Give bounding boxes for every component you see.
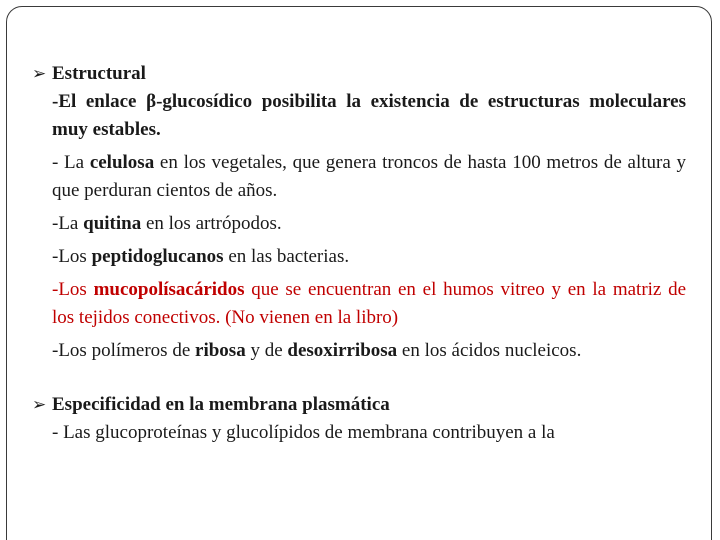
term-celulosa: celulosa xyxy=(89,152,155,173)
text-run: y de xyxy=(245,340,288,361)
text-run: -Los xyxy=(52,246,92,267)
text-run: que se encuentran en el humos vitreo y en la matriz de los tejidos conectivos. (No vienen en la libro) xyxy=(52,279,687,328)
term-ribosa: ribosa xyxy=(195,340,246,361)
text-run: en los ácidos nucleicos. xyxy=(397,340,582,361)
text-run: -Los xyxy=(52,279,94,300)
section-heading-especificidad xyxy=(32,391,686,419)
section-spacer xyxy=(32,365,686,391)
section-heading-estructural xyxy=(32,60,686,88)
text-run: -La xyxy=(52,213,84,234)
paragraph-glucoproteinas xyxy=(52,419,686,447)
text-run: en los artrópodos. xyxy=(141,213,282,234)
slide-content xyxy=(32,60,686,447)
term-quitina: quitina xyxy=(83,213,142,234)
text-run: en las bacterias. xyxy=(223,246,350,267)
section-heading-text: Estructural xyxy=(52,63,146,84)
paragraph-text: -El enlace β-glucosídico posibilita la existencia de estructuras moleculares muy estables. xyxy=(52,91,686,140)
section-heading-text: Especificidad en la membrana plasmática xyxy=(52,394,390,415)
paragraph-peptidoglucanos xyxy=(52,243,686,271)
term-mucopolisacaridos: mucopolísacáridos xyxy=(93,279,245,300)
arrow-bullet-icon: ➢ xyxy=(32,64,47,83)
text-run: - La xyxy=(52,152,90,173)
paragraph-celulosa xyxy=(52,149,686,205)
term-desoxirribosa: desoxirribosa xyxy=(287,340,398,361)
term-peptidoglucanos: peptidoglucanos xyxy=(91,246,224,267)
text-run: -Los polímeros de xyxy=(52,340,196,361)
paragraph-polimeros xyxy=(52,337,686,365)
text-run: en los vegetales, que genera troncos de hasta 100 metros de altura y que perduran cientos de años. xyxy=(52,152,686,201)
paragraph-enlace xyxy=(52,88,686,144)
paragraph-quitina xyxy=(52,210,686,238)
arrow-bullet-icon: ➢ xyxy=(32,395,47,414)
paragraph-mucopolisacaridos xyxy=(52,276,686,332)
paragraph-text: - Las glucoproteínas y glucolípidos de membrana contribuyen a la xyxy=(52,422,555,443)
